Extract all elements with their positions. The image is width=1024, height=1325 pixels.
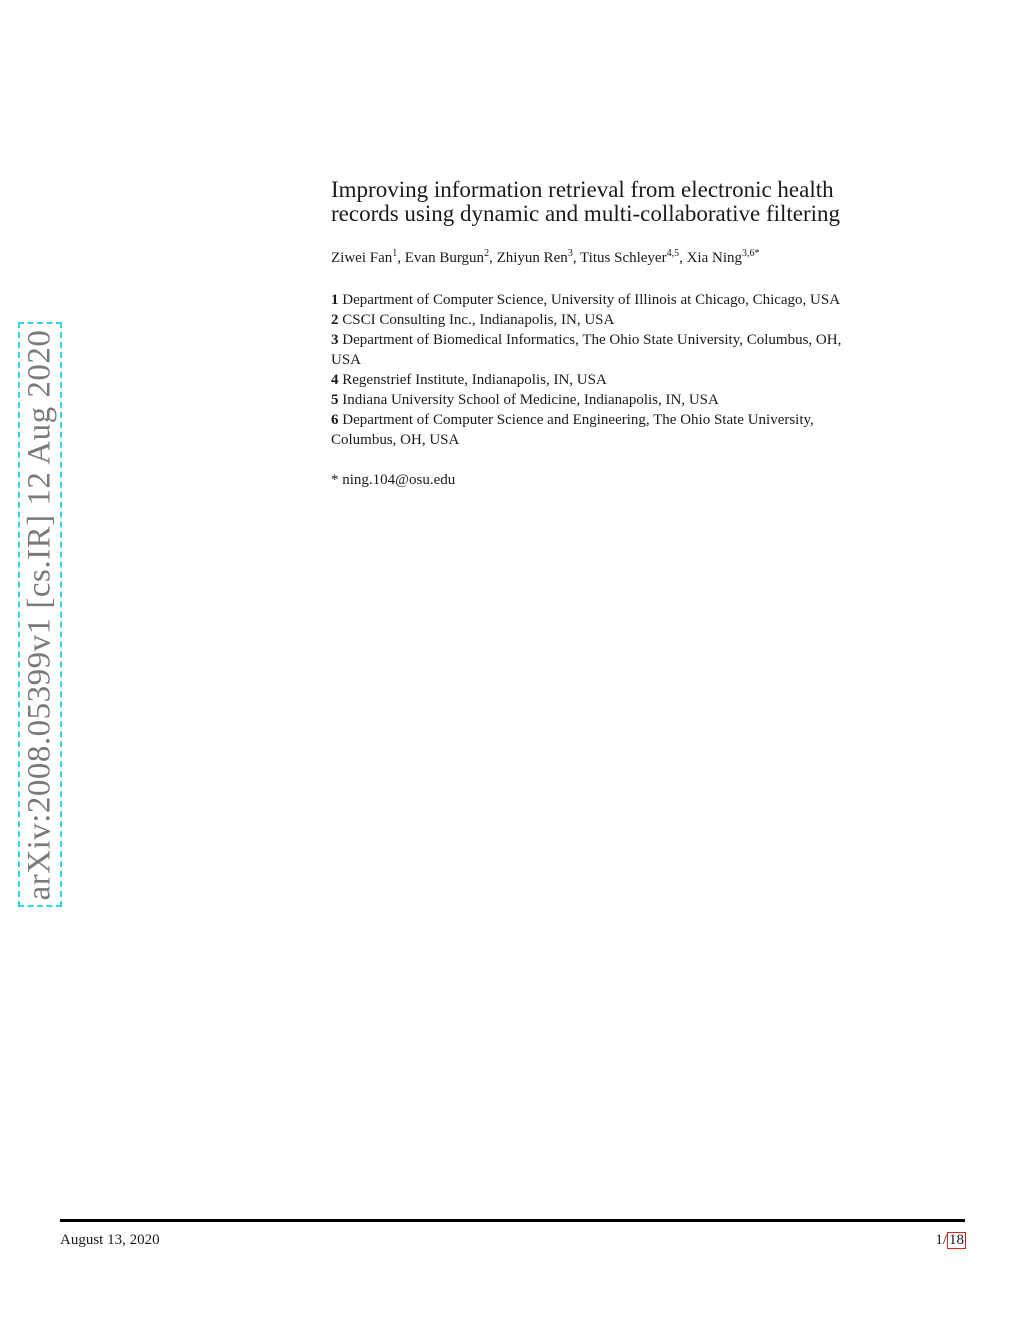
affiliation-item (331, 390, 971, 410)
author-separator: , (572, 250, 581, 266)
author-affiliation-mark: 3 (567, 248, 573, 259)
arxiv-identifier: arXiv:2008.05399v1 [cs.IR] 12 Aug 2020 (21, 329, 58, 900)
affiliation-text: CSCI Consulting Inc., Indianapolis, IN, USA (342, 312, 615, 328)
affiliation-number: 3 (331, 332, 339, 348)
author-name: Ziwei Fan (331, 250, 393, 266)
title-line-2: records using dynamic and multi-collaborative filtering (331, 201, 841, 226)
author-affiliation-mark: 4,5 (666, 248, 680, 259)
author-separator: , (397, 250, 405, 266)
affiliation-number: 1 (331, 292, 339, 308)
affiliation-item (331, 310, 971, 330)
author-affiliation-mark: 2 (484, 248, 490, 259)
page-total-link[interactable]: 18 (949, 1232, 964, 1248)
affiliation-item (331, 370, 971, 390)
author-name: Titus Schleyer (580, 250, 667, 266)
affiliation-text: Department of Biomedical Informatics, The Ohio State University, Columbus, OH, (342, 332, 842, 348)
author-separator: , (679, 250, 687, 266)
page-number (935, 1232, 966, 1249)
affiliation-list (331, 290, 971, 450)
author-name: Xia Ning (686, 250, 743, 266)
affiliation-number: 5 (331, 392, 339, 408)
affiliation-number: 4 (331, 372, 339, 388)
affiliation-number: 2 (331, 312, 339, 328)
affiliation-text: Department of Computer Science and Engineering, The Ohio State University, (342, 412, 814, 428)
author-list (331, 248, 971, 268)
affiliation-text: Regenstrief Institute, Indianapolis, IN, USA (342, 372, 607, 388)
author-affiliation-mark: 3,6* (742, 248, 760, 259)
paper-title (331, 178, 971, 226)
affiliation-number: 6 (331, 412, 339, 428)
affiliation-item (331, 290, 971, 310)
author-separator: , (489, 250, 497, 266)
title-line-1: Improving information retrieval from electronic health (331, 177, 834, 202)
author-name: Zhiyun Ren (496, 250, 568, 266)
affiliation-text: Department of Computer Science, University of Illinois at Chicago, Chicago, USA (342, 292, 841, 308)
author-name: Evan Burgun (404, 250, 485, 266)
affiliation-continuation: Columbus, OH, USA (331, 432, 460, 448)
arxiv-stamp[interactable] (18, 322, 62, 907)
affiliation-continuation: USA (331, 352, 362, 368)
footer-divider (60, 1219, 965, 1222)
front-matter (331, 178, 971, 490)
page-current: 1/ (935, 1232, 947, 1248)
affiliation-item (331, 330, 971, 350)
footer-date: August 13, 2020 (60, 1232, 160, 1248)
affiliation-item (331, 410, 971, 430)
corresponding-author-email[interactable]: * ning.104@osu.edu (331, 472, 456, 488)
affiliation-text: Indiana University School of Medicine, Indianapolis, IN, USA (342, 392, 719, 408)
author-affiliation-mark: 1 (392, 248, 398, 259)
